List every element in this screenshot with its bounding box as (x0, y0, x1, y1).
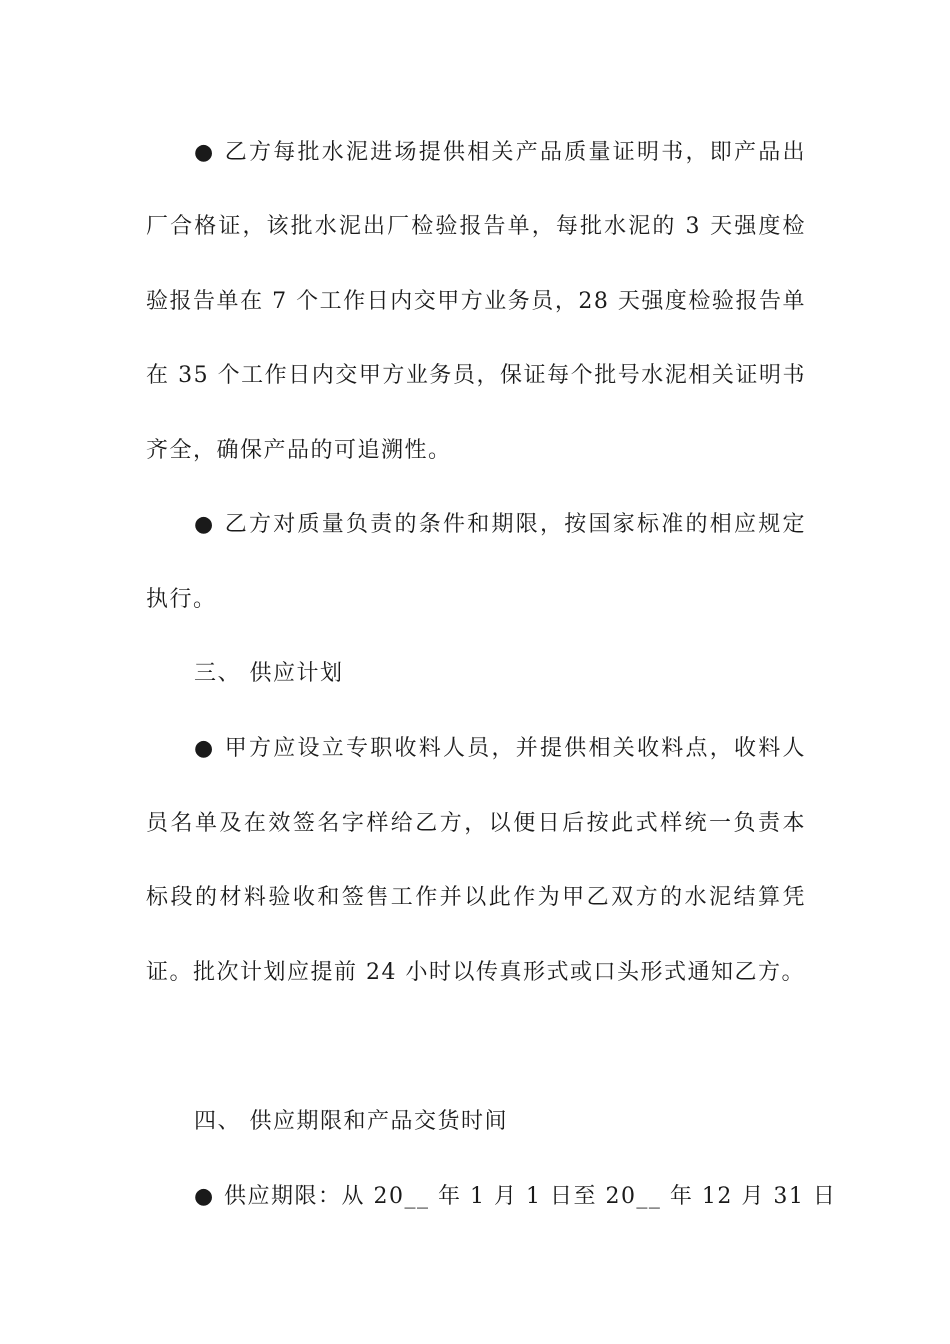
text-span: 乙方对质量负责的条件和期限，按国家标准的相应规定 (224, 512, 806, 537)
section-heading-4: 四、 供应期限和产品交货时间 (194, 1109, 508, 1134)
bullet-icon: ● (194, 512, 215, 537)
paragraph-1-line-5: 齐全，确保产品的可追溯性。 (146, 438, 452, 463)
section-heading-3: 三、 供应计划 (194, 661, 344, 686)
paragraph-3-line-3: 标段的材料验收和签售工作并以此作为甲乙双方的水泥结算凭 (146, 885, 806, 910)
paragraph-1-line-4: 在 35 个工作日内交甲方业务员，保证每个批号水泥相关证明书 (146, 363, 806, 388)
text-span: 甲方应设立专职收料人员，并提供相关收料点，收料人 (224, 736, 806, 761)
paragraph-1-line-1 (194, 138, 806, 168)
paragraph-3-line-4: 证。批次计划应提前 24 小时以传真形式或口头形式通知乙方。 (146, 960, 805, 985)
bullet-icon: ● (194, 140, 215, 165)
paragraph-1-line-2: 厂合格证，该批水泥出厂检验报告单，每批水泥的 3 天强度检 (146, 214, 806, 239)
text-span: 供应期限：从 20__ 年 1 月 1 日至 20__ 年 12 月 31 日 (224, 1184, 837, 1209)
paragraph-4-line-1 (194, 1182, 837, 1212)
bullet-icon: ● (194, 1184, 215, 1209)
paragraph-2-line-2: 执行。 (146, 587, 217, 612)
paragraph-3-line-1 (194, 734, 806, 764)
paragraph-2-line-1 (194, 510, 806, 540)
paragraph-3-line-2: 员名单及在效签名字样给乙方，以便日后按此式样统一负责本 (146, 811, 806, 836)
bullet-icon: ● (194, 736, 215, 761)
paragraph-1-line-3: 验报告单在 7 个工作日内交甲方业务员，28 天强度检验报告单 (146, 289, 806, 314)
text-span: 乙方每批水泥进场提供相关产品质量证明书，即产品出 (224, 140, 806, 165)
